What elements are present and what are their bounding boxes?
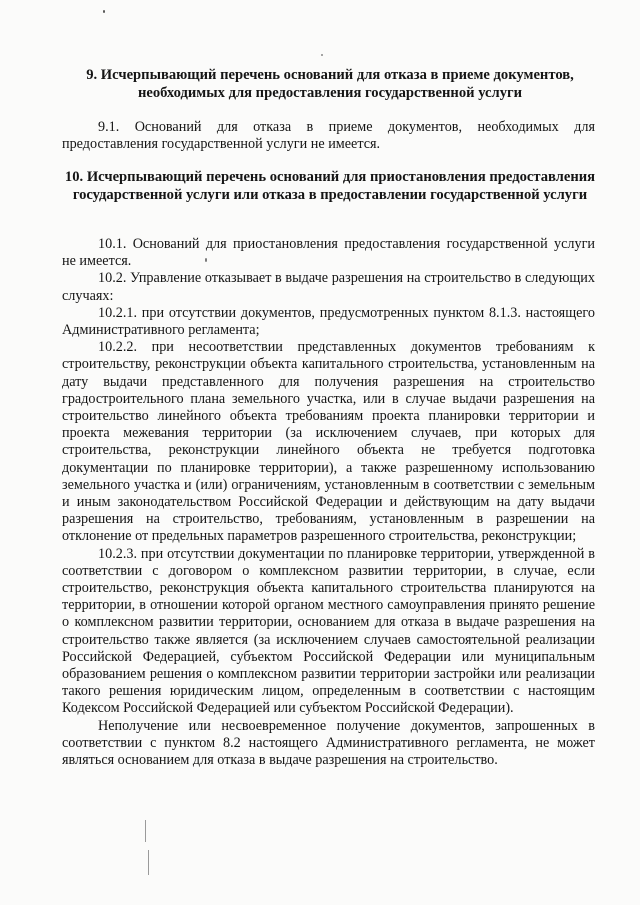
paragraph-closing: Неполучение или несвоевременное получение документов, запрошенных в соответствии с пунктом 8.2 настоящего Административного регламента, не может являться основанием для отказа в выдаче разрешения на строительство. bbox=[62, 717, 595, 769]
paragraph-10-1: 10.1. Оснований для приостановления предоставления государственной услуги не имеется. bbox=[62, 236, 595, 270]
section-10-heading: 10. Исчерпывающий перечень оснований для приостановления предоставления государственной услуги или отказа в предоставлении государственной услуги bbox=[64, 169, 596, 203]
scan-mark bbox=[148, 850, 149, 875]
section-9-heading: 9. Исчерпывающий перечень оснований для отказа в приеме документов, необходимых для предоставления государственной услуги bbox=[86, 67, 574, 101]
scan-mark bbox=[145, 820, 146, 842]
paragraph-10-2: 10.2. Управление отказывает в выдаче разрешения на строительство в следующих случаях: bbox=[62, 270, 595, 304]
scan-speck bbox=[321, 54, 323, 56]
scan-speck bbox=[103, 10, 105, 13]
paragraph-9-1: 9.1. Оснований для отказа в приеме документов, необходимых для предоставления государственной услуги не имеется. bbox=[62, 119, 595, 153]
paragraph-10-2-2: 10.2.2. при несоответствии представленных документов требованиям к строительству, реконструкции объекта капитального строительства, установленным на дату выдачи представленного для получения разрешения на строительство градостроительного плана земельного участка, или в случае выдачи разрешения на строительство линейного объекта требованиям проекта планировки территории и проекта межевания территории (за исключением случаев, при которых для строительства, реконструкции линейного объекта не требуется подготовка документации по планировке территории), а также разрешенному использованию земельного участка и (или) ограничениям, установленным в соответствии с земельным и иным законодательством Российской Федерации и действующим на дату выдачи разрешения на строительство, требованиям, установленным в разрешении на отклонение от предельных параметров разрешенного строительства, реконструкции; bbox=[62, 339, 595, 545]
paragraph-10-2-1: 10.2.1. при отсутствии документов, предусмотренных пунктом 8.1.3. настоящего Административного регламента; bbox=[62, 304, 595, 339]
section-10-body bbox=[62, 236, 595, 769]
section-9-body bbox=[62, 119, 595, 153]
paragraph-10-2-3: 10.2.3. при отсутствии документации по планировке территории, утвержденной в соответствии с договором о комплексном развитии территории, в случае, если строительство, реконструкция объекта капитального строительства планируются на территории, в отношении которой органом местного самоуправления принято решение о комплексном развитии территории, основанием для отказа в выдаче разрешения на строительство также является (за исключением случаев самостоятельной реализации Российской Федерацией, субъектом Российской Федерации или муниципальным образованием решения о комплексном развитии территории застройки или реализации такого решения юридическим лицом, определенным в соответствии с настоящим Кодексом Российской Федерацией или субъектом Российской Федерации). bbox=[62, 545, 595, 717]
